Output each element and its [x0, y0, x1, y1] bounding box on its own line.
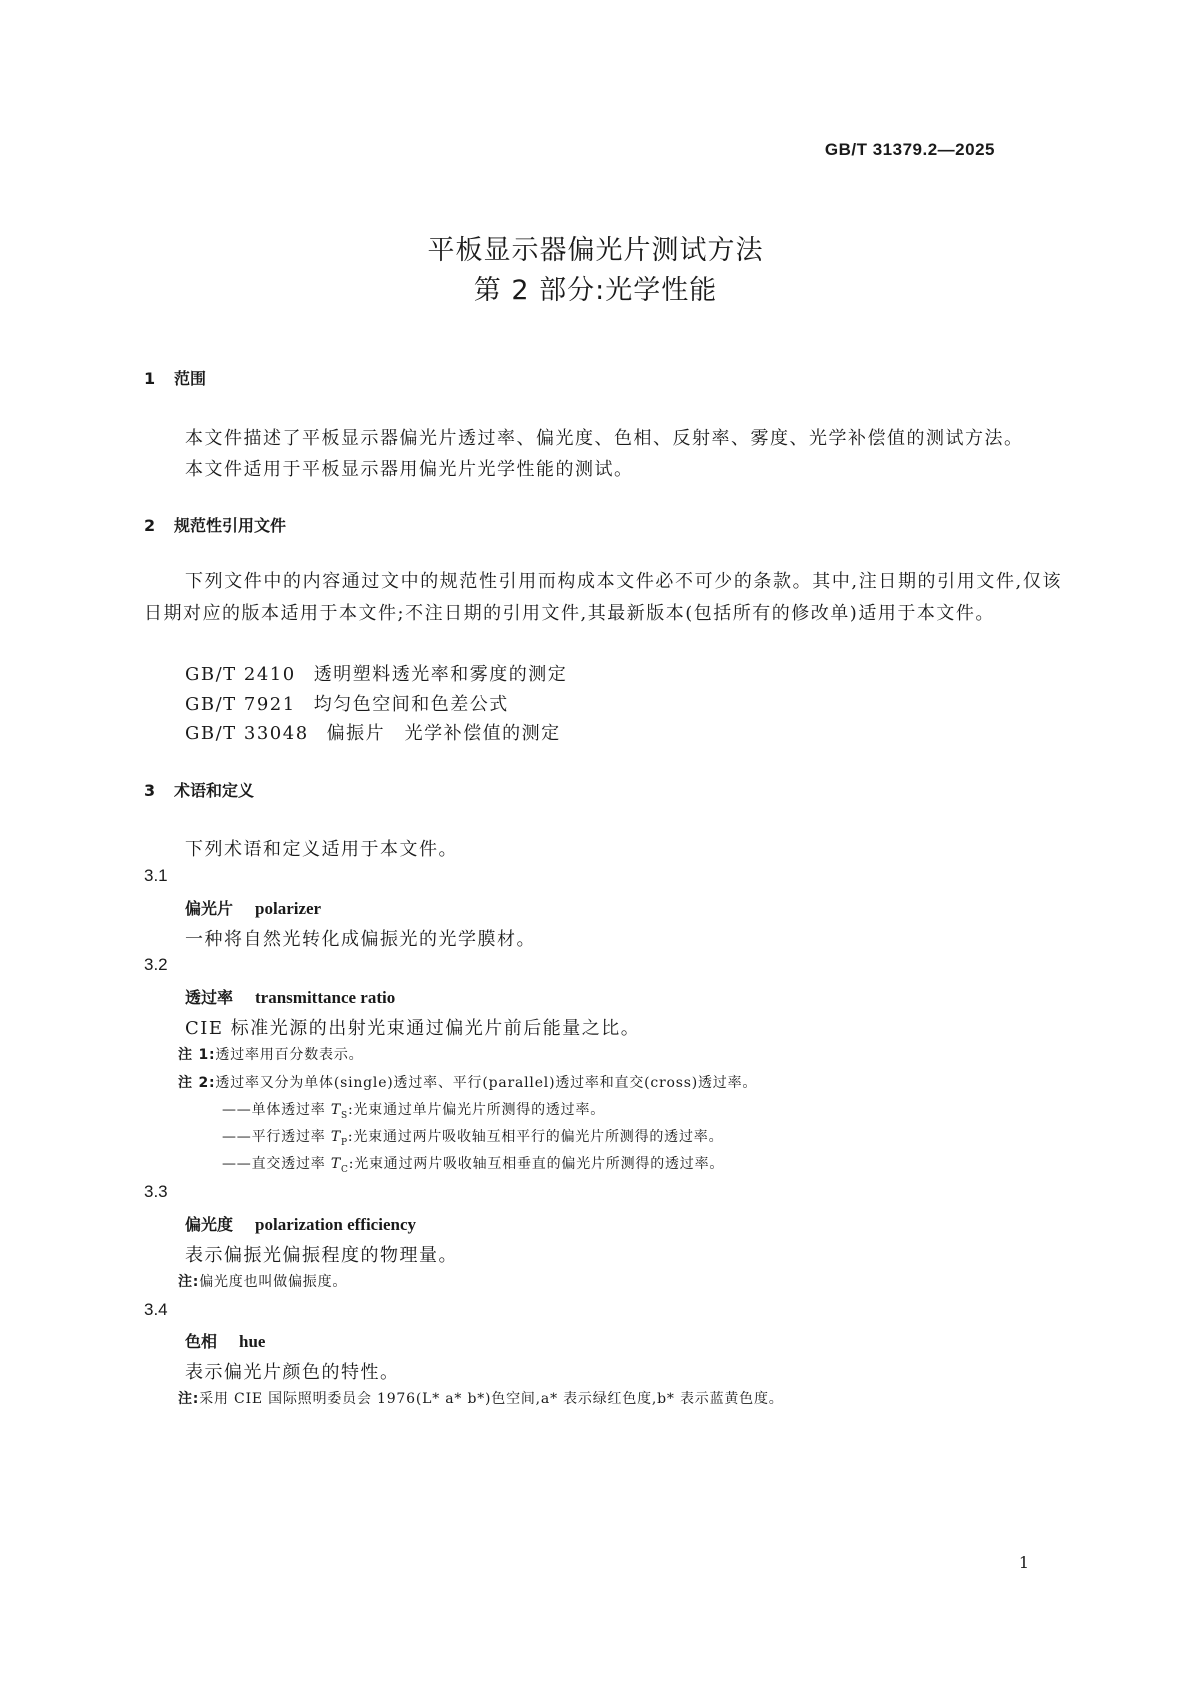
term-en: transmittance ratio — [255, 988, 396, 1007]
section-number: 3 — [144, 781, 156, 800]
item-label: 平行透过率 — [251, 1129, 331, 1145]
item-text: :光束通过两片吸收轴互相平行的偏光片所测得的透过率。 — [347, 1129, 724, 1145]
document-title: 平板显示器偏光片测试方法 — [427, 235, 764, 266]
section-title: 范围 — [174, 369, 207, 388]
reference-item — [185, 719, 561, 745]
subscript: P — [341, 1137, 348, 1148]
item-label: 直交透过率 — [251, 1156, 331, 1172]
note-text: 采用 CIE 国际照明委员会 1976(L* a* b*)色空间,a* 表示绿红色度,b* 表示蓝黄色度。 — [199, 1391, 784, 1407]
section-heading-scope — [144, 366, 206, 389]
term-en: hue — [239, 1332, 266, 1351]
note-label: 注: — [178, 1391, 200, 1407]
term-number: 3.2 — [144, 955, 168, 974]
terms-intro: 下列术语和定义适用于本文件。 — [185, 839, 458, 860]
document-subtitle: 第 2 部分:光学性能 — [473, 275, 718, 306]
note-label: 注: — [178, 1274, 200, 1290]
section-number: 1 — [144, 369, 156, 388]
scope-paragraph-2: 本文件适用于平板显示器用偏光片光学性能的测试。 — [185, 459, 634, 480]
subscript: S — [341, 1110, 348, 1121]
term-note — [178, 1044, 363, 1064]
note-list-item — [222, 1126, 723, 1148]
term-note — [178, 1072, 757, 1092]
scope-paragraph-1: 本文件描述了平板显示器偏光片透过率、偏光度、色相、反射率、雾度、光学补偿值的测试方法。 — [185, 428, 1024, 449]
symbol: T — [330, 1156, 341, 1172]
term-note — [178, 1271, 347, 1291]
term-number: 3.1 — [144, 866, 168, 885]
term-heading — [185, 1329, 265, 1352]
note-text: 透过率用百分数表示。 — [215, 1047, 364, 1063]
dash: —— — [222, 1156, 252, 1172]
section-number: 2 — [144, 516, 156, 535]
standard-code: GB/T 31379.2—2025 — [824, 140, 995, 159]
term-definition: 表示偏光片颜色的特性。 — [185, 1362, 400, 1383]
term-en: polarizer — [255, 899, 322, 918]
term-definition: 一种将自然光转化成偏振光的光学膜材。 — [185, 929, 536, 950]
subscript: C — [341, 1164, 349, 1175]
item-text: :光束通过两片吸收轴互相垂直的偏光片所测得的透过率。 — [348, 1156, 725, 1172]
note-list-item — [222, 1099, 605, 1121]
term-heading — [185, 985, 395, 1008]
note-text: 透过率又分为单体(single)透过率、平行(parallel)透过率和直交(cross)透过率。 — [215, 1075, 758, 1091]
symbol: T — [330, 1102, 341, 1118]
note-list-item — [222, 1153, 724, 1175]
references-intro: 下列文件中的内容通过文中的规范性引用而构成本文件必不可少的条款。其中,注日期的引用文件,仅该日期对应的版本适用于本文件;不注日期的引用文件,其最新版本(包括所有的修改单)适用于本文件。 — [144, 571, 1062, 624]
item-label: 单体透过率 — [251, 1102, 331, 1118]
reference-item — [185, 690, 509, 716]
dash: —— — [222, 1129, 252, 1145]
note-text: 偏光度也叫做偏振度。 — [199, 1274, 348, 1290]
reference-code: GB/T 33048 — [185, 723, 309, 744]
section-heading-references — [144, 513, 286, 536]
reference-title: 均匀色空间和色差公式 — [313, 694, 509, 715]
term-zh: 偏光度 — [185, 1215, 234, 1234]
section-title: 规范性引用文件 — [174, 516, 287, 535]
reference-item — [185, 660, 567, 686]
term-zh: 色相 — [185, 1332, 218, 1351]
term-heading — [185, 1212, 416, 1235]
reference-title: 透明塑料透光率和雾度的测定 — [313, 664, 568, 685]
reference-code: GB/T 2410 — [185, 664, 296, 685]
term-heading — [185, 896, 321, 919]
section-title: 术语和定义 — [174, 781, 255, 800]
dash: —— — [222, 1102, 252, 1118]
term-definition: CIE 标准光源的出射光束通过偏光片前后能量之比。 — [185, 1018, 641, 1039]
term-number: 3.4 — [144, 1300, 168, 1319]
term-note — [178, 1388, 784, 1408]
page-number: 1 — [1018, 1553, 1029, 1572]
reference-title: 偏振片 光学补偿值的测定 — [326, 723, 561, 744]
term-number: 3.3 — [144, 1182, 168, 1201]
term-zh: 偏光片 — [185, 899, 234, 918]
term-zh: 透过率 — [185, 988, 234, 1007]
section-heading-terms — [144, 778, 254, 801]
term-en: polarization efficiency — [255, 1215, 417, 1234]
reference-code: GB/T 7921 — [185, 694, 296, 715]
item-text: :光束通过单片偏光片所测得的透过率。 — [347, 1102, 606, 1118]
note-label: 注 1: — [178, 1047, 216, 1063]
term-definition: 表示偏振光偏振程度的物理量。 — [185, 1245, 458, 1266]
symbol: T — [330, 1129, 341, 1145]
note-label: 注 2: — [178, 1075, 216, 1091]
